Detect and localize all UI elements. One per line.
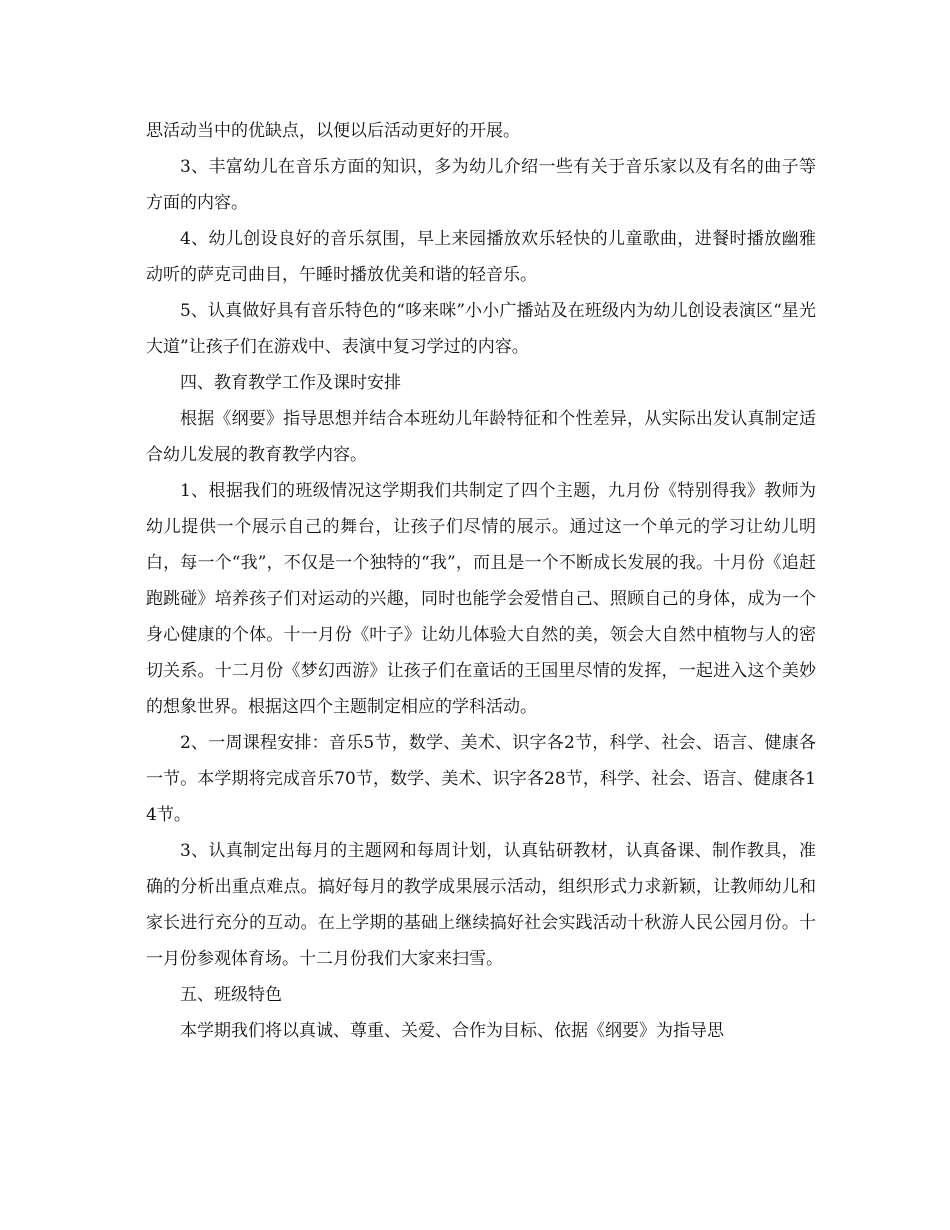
paragraph-themes: 1、根据我们的班级情况这学期我们共制定了四个主题，九月份《特别得我》教师为幼儿提供一个展示自己的舞台，让孩子们尽情的展示。通过这一个单元的学习让幼儿明白，每一个“我”，不仅是一个独特的“我”，而且是一个不断成长发展的我。十月份《追赶跑跳碰》培养孩子们对运动的兴趣，同时也能学会爱惜自己、照顾自己的身体，成为一个身心健康的个体。十一月份《叶子》让幼儿体验大自然的美，领会大自然中植物与人的密切关系。十二月份《梦幻西游》让孩子们在童话的王国里尽情的发挥，一起进入这个美妙的想象世界。根据这四个主题制定相应的学科活动。: [146, 481, 816, 717]
paragraph-monthly-plan: 3、认真制定出每月的主题网和每周计划，认真钻研教材，认真备课、制作教具，准确的分析出重点难点。搞好每月的教学成果展示活动，组织形式力求新颖，让教师幼儿和家长进行充分的互动。在上学期的基础上继续搞好社会实践活动十秋游人民公园月份。十一月份参观体育场。十二月份我们大家来扫雪。: [146, 841, 816, 969]
paragraph-broadcast-station: 5、认真做好具有音乐特色的“哆来咪”小小广播站及在班级内为幼儿创设表演区“星光大道”让孩子们在游戏中、表演中复习学过的内容。: [146, 301, 816, 357]
paragraph-continuation: 思活动当中的优缺点，以便以后活动更好的开展。: [146, 121, 520, 141]
section-heading-teaching: 四、教育教学工作及课时安排: [180, 373, 401, 393]
paragraph-music-knowledge: 3、丰富幼儿在音乐方面的知识，多为幼儿介绍一些有关于音乐家以及有名的曲子等方面的内容。: [146, 157, 816, 213]
paragraph-guideline: 根据《纲要》指导思想并结合本班幼儿年龄特征和个性差异，从实际出发认真制定适合幼儿发展的教育教学内容。: [146, 409, 816, 465]
section-heading-class-features: 五、班级特色: [180, 985, 282, 1005]
paragraph-goals: 本学期我们将以真诚、尊重、关爱、合作为目标、依据《纲要》为指导思: [180, 1021, 724, 1041]
document-body: [146, 113, 816, 1049]
paragraph-weekly-schedule: 2、一周课程安排：音乐5节，数学、美术、识字各2节，科学、社会、语言、健康各一节。本学期将完成音乐70节，数学、美术、识字各28节，科学、社会、语言、健康各14节。: [146, 733, 816, 825]
paragraph-music-atmosphere: 4、幼儿创设良好的音乐氛围，早上来园播放欢乐轻快的儿童歌曲，进餐时播放幽雅动听的萨克司曲目，午睡时播放优美和谐的轻音乐。: [146, 229, 816, 285]
